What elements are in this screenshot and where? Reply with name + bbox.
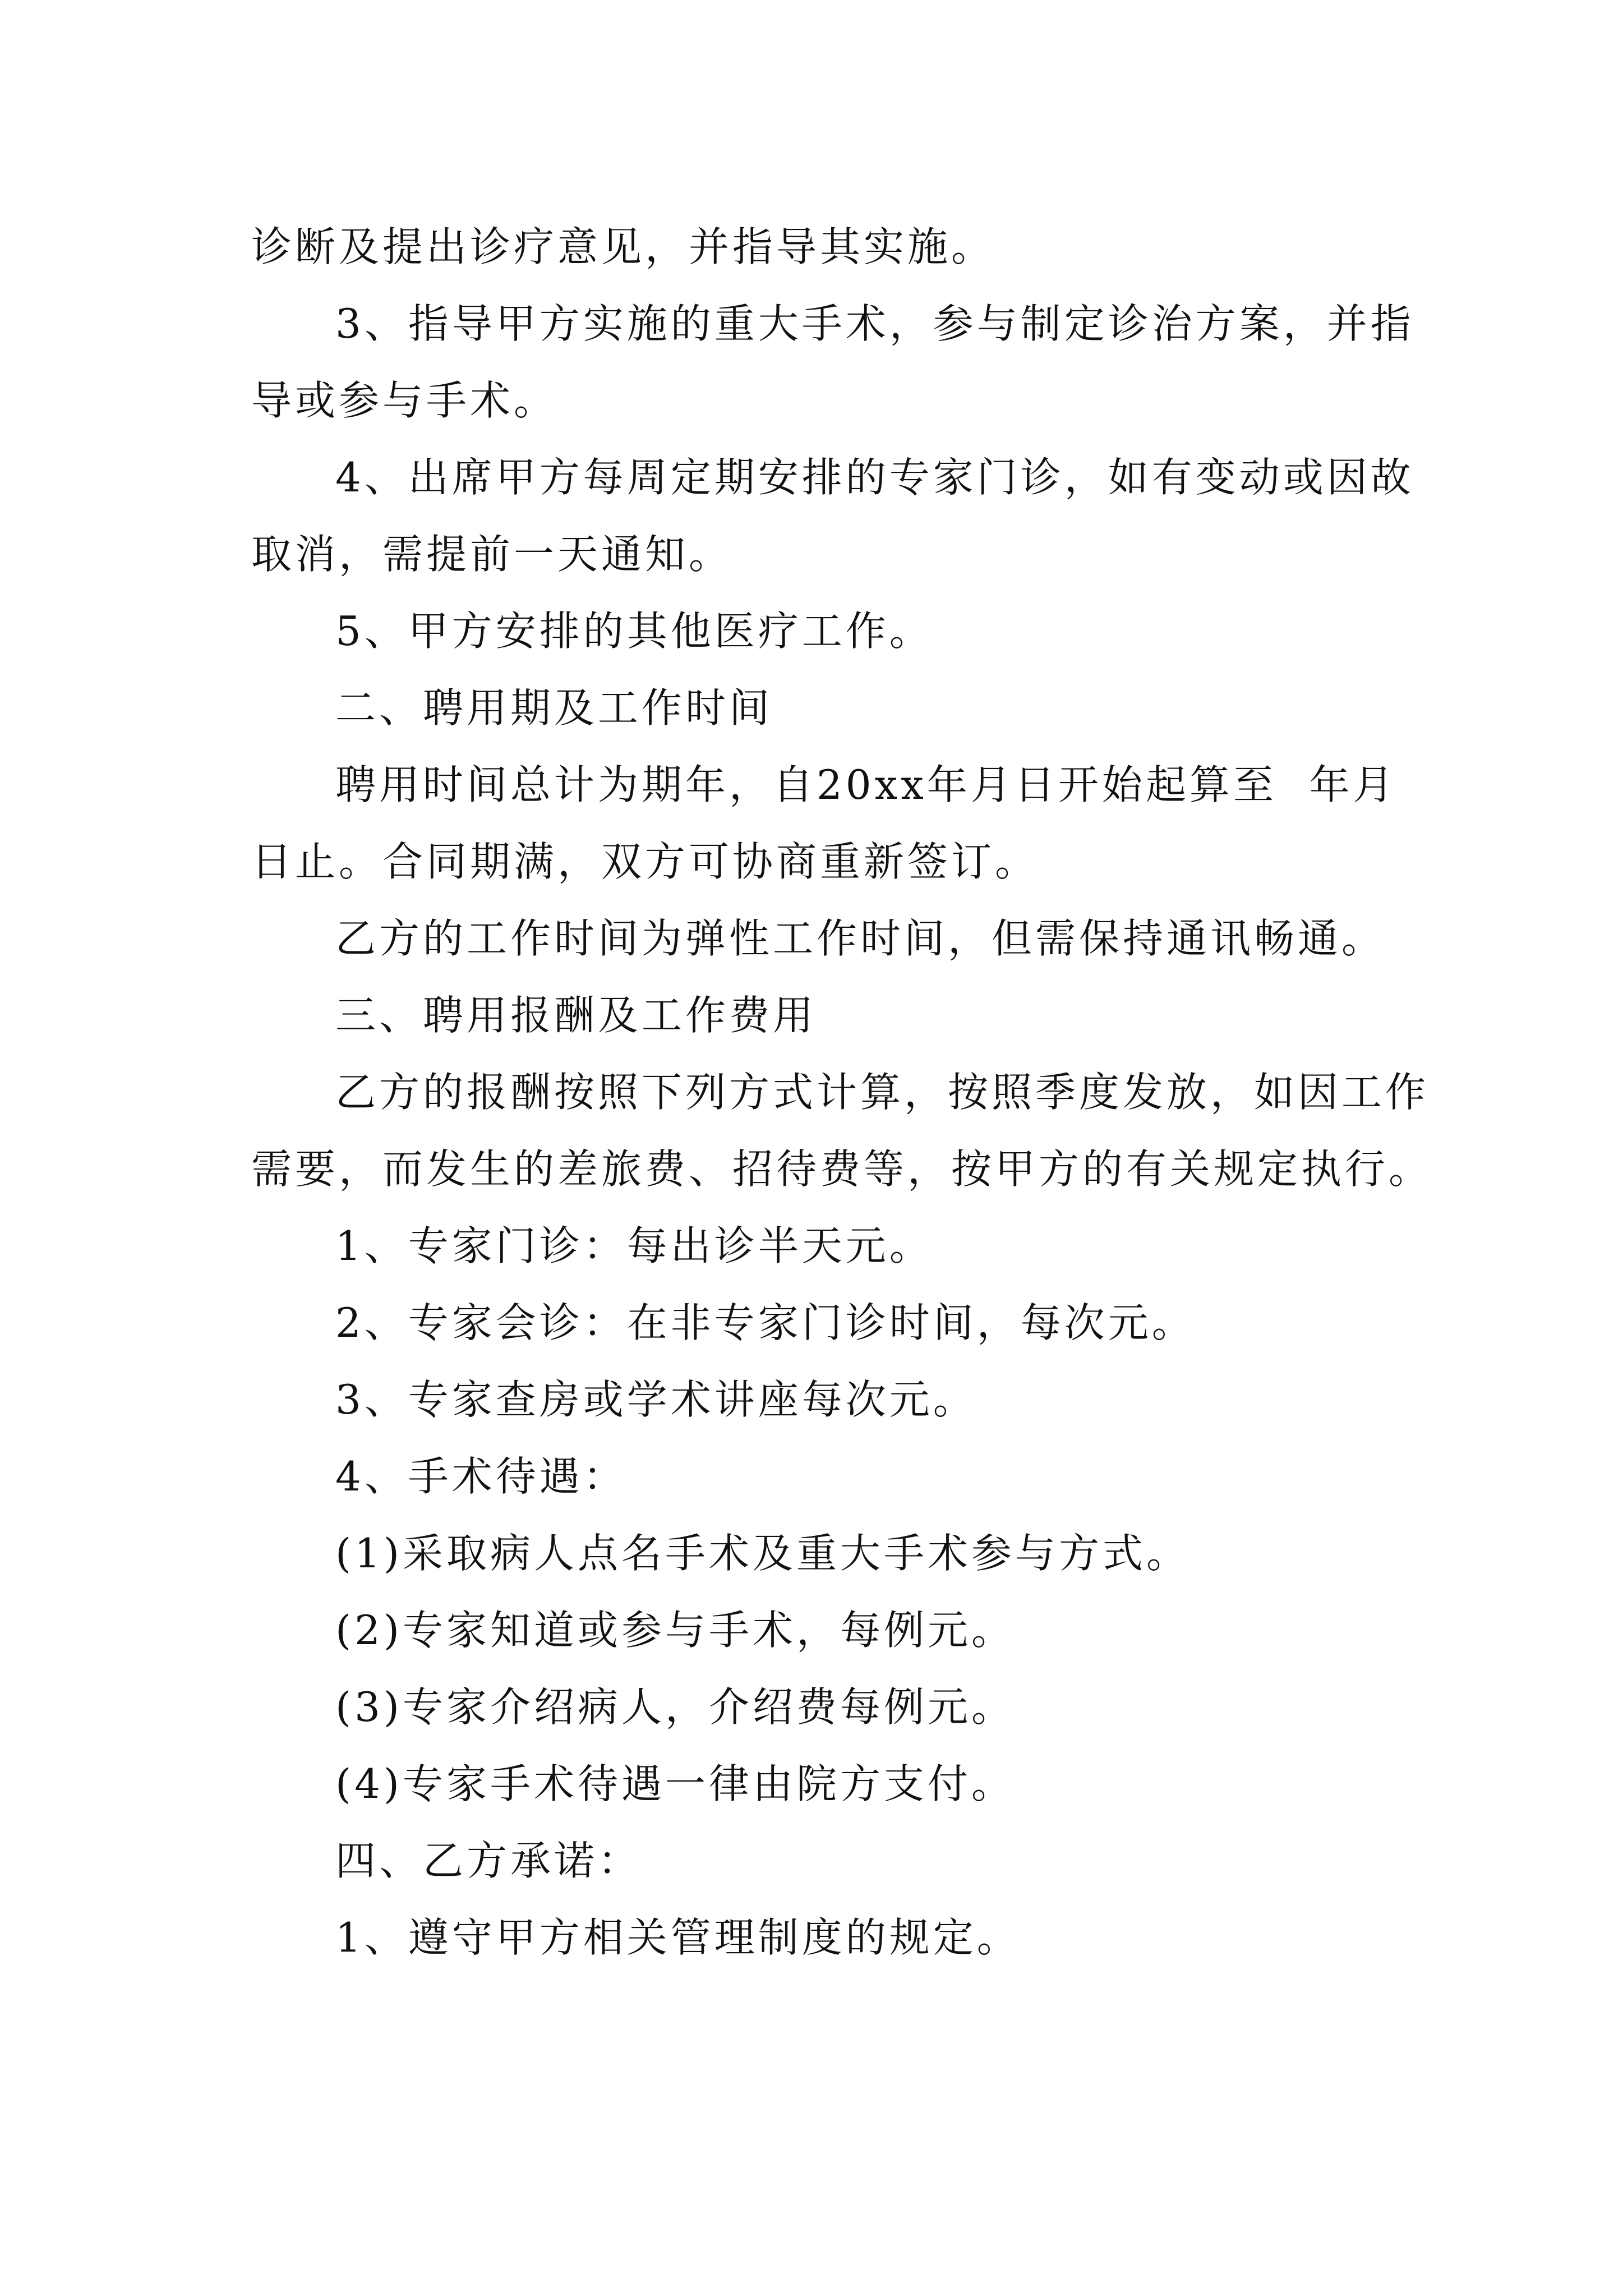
sub-list-item: (4)专家手术待遇一律由院方支付。 xyxy=(335,1760,1015,1807)
section-heading: 二、聘用期及工作时间 xyxy=(335,684,773,731)
paragraph: 乙方的工作时间为弹性工作时间，但需保持通讯畅通。 xyxy=(335,915,1386,962)
paragraph: 3、指导甲方实施的重大手术，参与制定诊治方案，并指导或参与手术。 xyxy=(251,300,1414,424)
list-item: 1、专家门诊：每出诊半天元。 xyxy=(335,1222,933,1269)
list-item: 2、专家会诊：在非专家门诊时间，每次元。 xyxy=(335,1299,1196,1346)
list-item: 1、遵守甲方相关管理制度的规定。 xyxy=(335,1914,1021,1961)
list-item: 3、专家查房或学术讲座每次元。 xyxy=(335,1376,977,1423)
paragraph: 4、出席甲方每周定期安排的专家门诊，如有变动或因故取消，需提前一天通知。 xyxy=(251,454,1414,578)
sub-list-item: (1)采取病人点名手术及重大手术参与方式。 xyxy=(335,1530,1190,1577)
sub-list-item: (3)专家介绍病人，介绍费每例元。 xyxy=(335,1683,1015,1731)
paragraph: 聘用时间总计为期年，自20xx年月日开始起算至 年月 日止。合同期满，双方可协商重新签订。 xyxy=(251,761,1430,885)
document-body xyxy=(251,209,1435,1976)
section-heading: 四、乙方承诺： xyxy=(335,1837,642,1884)
paragraph: 诊断及提出诊疗意见，并指导其实施。 xyxy=(251,223,995,270)
paragraph: 5、甲方安排的其他医疗工作。 xyxy=(335,608,933,655)
paragraph: 乙方的报酬按照下列方式计算，按照季度发放，如因工作需要，而发生的差旅费、招待费等，按甲方的有关规定执行。 xyxy=(251,1069,1433,1193)
section-heading: 三、聘用报酬及工作费用 xyxy=(335,992,817,1039)
list-item: 4、手术待遇： xyxy=(335,1453,627,1500)
sub-list-item: (2)专家知道或参与手术，每例元。 xyxy=(335,1607,1015,1654)
